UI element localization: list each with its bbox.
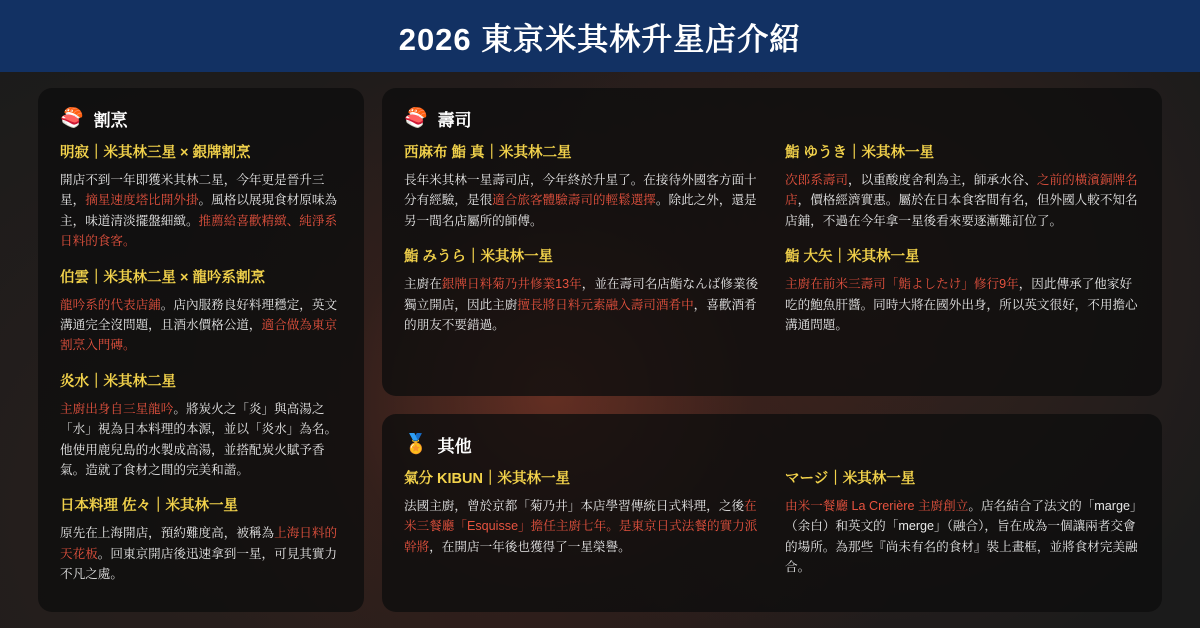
card-kappou <box>38 88 364 612</box>
card-kappou-title: 割烹 <box>93 111 128 130</box>
restaurant-entry <box>60 143 342 252</box>
restaurant-description <box>785 496 1140 578</box>
highlight-text: 次郎系壽司 <box>785 173 848 188</box>
highlight-text: 之前的橫濱銅牌名店 <box>785 173 1138 208</box>
body-text: 主廚在 <box>404 277 442 292</box>
card-kappou-entries <box>60 143 342 585</box>
sushi-subcolumn <box>785 143 1140 335</box>
restaurant-entry <box>785 143 1140 231</box>
column-left <box>38 88 364 612</box>
page-header <box>0 0 1200 72</box>
column-right <box>382 88 1162 612</box>
restaurant-entry <box>60 268 342 356</box>
restaurant-name: 炎水｜米其林二星 <box>60 373 176 390</box>
body-text: 法國主廚，曾於京都「菊乃井」本店學習傳統日式料理，之後 <box>404 499 745 514</box>
panels-container <box>38 88 1162 612</box>
highlight-text: 適合旅客體驗壽司的輕鬆選擇 <box>492 193 656 208</box>
restaurant-description <box>404 170 759 231</box>
card-sushi-title: 壽司 <box>437 111 472 130</box>
card-sushi <box>382 88 1162 396</box>
body-text: 。店名結合了法文的「marge」（余白）和英文的「merge」（融合），旨在成為一個讓兩者交會的場所。為那些『尚未有名的食材』裝上畫框，並將食材完美融合。 <box>785 499 1138 575</box>
highlight-text: 由米一餐廳 La Crerière 主廚創立 <box>785 499 969 514</box>
card-other-title: 其他 <box>437 437 472 456</box>
restaurant-name: 日本料理 佐々｜米其林一星 <box>60 498 239 515</box>
card-sushi-header <box>404 106 1140 131</box>
highlight-text: 摘星速度塔比開外掛 <box>85 193 199 208</box>
other-subcolumn <box>785 469 1140 578</box>
highlight-text: 銀牌日料菊乃井修業13年 <box>441 277 582 292</box>
body-text: 。將炭火之「炎」與高湯之「水」視為日本料理的本源，並以「炎水」為名。他使用鹿兒島的水製成高湯，並搭配炭火賦予香氣。造就了食材之間的完美和諧。 <box>60 401 338 477</box>
body-text: 長年米其林一星壽司店，今年終於升星了。在接待外國客方面十分有經驗，是很 <box>404 173 757 208</box>
body-text: 。風格以展現食材原味為主，味道清淡擺盤細緻。 <box>60 193 338 228</box>
restaurant-entry <box>60 372 342 481</box>
highlight-text: 擅長將日料元素融入壽司酒肴中 <box>517 297 694 312</box>
highlight-text: 適合做為東京割烹入門磚。 <box>60 317 338 353</box>
card-sushi-entries <box>404 143 1140 335</box>
card-other <box>382 414 1162 612</box>
restaurant-entry <box>785 247 1140 335</box>
highlight-text: 主廚出身自三星龍吟 <box>60 401 174 416</box>
nigiri-icon: 🍣 <box>404 108 428 129</box>
restaurant-entry <box>60 496 342 584</box>
body-text: ，在開店一年後也獲得了一星榮譽。 <box>429 539 631 554</box>
restaurant-description <box>60 399 342 481</box>
card-other-entries <box>404 469 1140 578</box>
body-text: ，以重酸度舍利為主，師承水谷、 <box>847 173 1037 188</box>
restaurant-description <box>60 295 342 356</box>
other-subcolumn <box>404 469 759 578</box>
restaurant-name: 西麻布 鮨 真｜米其林二星 <box>404 145 572 161</box>
restaurant-description <box>785 274 1140 335</box>
sushi-roll-icon: 🍣 <box>60 108 84 129</box>
restaurant-description <box>785 170 1140 231</box>
restaurant-name: 鮨 大矢｜米其林一星 <box>785 249 920 266</box>
highlight-text: 推薦給喜歡精緻、純淨系日料的食客。 <box>60 213 338 249</box>
body-text: 開店不到一年即獲米其林二星，今年更是晉升三星， <box>60 173 325 208</box>
restaurant-description <box>404 496 759 557</box>
restaurant-description <box>60 523 342 584</box>
medal-icon: 🏅 <box>404 434 428 455</box>
restaurant-name: 伯雲｜米其林二星 × 龍吟系割烹 <box>60 269 266 286</box>
restaurant-name: 鮨 ゆうき｜米其林一星 <box>785 145 935 161</box>
content-area <box>0 72 1200 628</box>
body-text: ，因此傳承了他家好吃的鮑魚肝醬。同時大將在國外出身，所以英文很好，不用擔心溝通問題。 <box>785 277 1138 332</box>
restaurant-description <box>60 170 342 252</box>
body-text: ，喜歡酒肴的朋友不要錯過。 <box>404 297 757 332</box>
body-text: ，價格經濟實惠。屬於在日本食客間有名，但外國人較不知名店鋪，不過在今年拿一星後看來要逐漸難訂位了。 <box>785 193 1138 228</box>
body-text: ，並在壽司名店鮨なんば修業後獨立開店，因此主廚 <box>404 277 759 312</box>
page-title: 2026 東京米其林升星店介紹 <box>398 21 802 57</box>
body-text: 。店內服務良好料理穩定，英文溝通完全沒問題，且酒水價格公道， <box>60 297 338 332</box>
restaurant-entry <box>785 469 1140 578</box>
body-text: 。除此之外，還是另一間名店屬所的師傅。 <box>404 193 757 228</box>
restaurant-description <box>404 274 759 335</box>
restaurant-name: 氣分 KIBUN｜米其林一星 <box>404 471 570 487</box>
body-text: 。回東京開店後迅速拿到一星，可見其實力不凡之處。 <box>60 546 338 582</box>
restaurant-name: マージ｜米其林一星 <box>785 471 916 487</box>
restaurant-entry <box>404 247 759 335</box>
restaurant-entry <box>404 469 759 557</box>
card-kappou-header <box>60 106 342 131</box>
body-text: 原先在上海開店，預約難度高，被稱為 <box>60 526 275 541</box>
highlight-text: 主廚在前米三壽司「鮨よしたけ」修行9年 <box>785 277 1019 292</box>
restaurant-entry <box>404 143 759 231</box>
highlight-text: 在米三餐廳「Esquisse」擔任主廚七年。是東京日式法餐的實力派幹將 <box>404 499 758 554</box>
card-other-header <box>404 432 1140 457</box>
restaurant-name: 鮨 みうら｜米其林一星 <box>404 249 554 266</box>
highlight-text: 龍吟系的代表店鋪 <box>60 297 161 312</box>
highlight-text: 上海日料的天花板 <box>60 526 338 561</box>
restaurant-name: 明寂｜米其林三星 × 銀牌割烹 <box>60 145 251 161</box>
sushi-subcolumn <box>404 143 759 335</box>
